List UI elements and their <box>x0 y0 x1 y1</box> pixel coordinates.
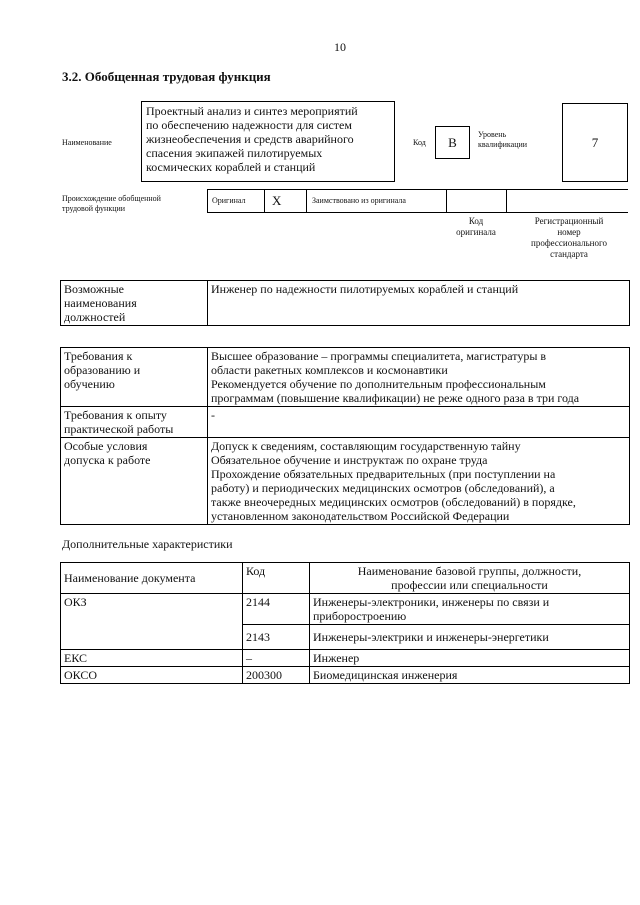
requirements-table <box>60 347 630 525</box>
code-label: Код <box>413 138 426 147</box>
requirement-value-line: Обязательное обучение и инструктаж по охране труда <box>211 453 488 467</box>
divider <box>306 190 307 212</box>
additional-characteristics-title: Дополнительные характеристики <box>62 537 233 551</box>
requirement-label-line: образованию и <box>64 363 141 377</box>
requirement-value-line: программам (повышение квалификации) не реже одного раза в три года <box>211 391 580 405</box>
origin-label <box>62 194 202 214</box>
positions-label-line: наименования <box>64 296 137 310</box>
requirement-label-line: Требования к опыту <box>64 408 167 422</box>
requirement-value-line: также внеочередных медицинских осмотров (обследований) в порядке, <box>211 495 576 509</box>
registration-number-label-line: номер <box>557 227 581 237</box>
code-value-box <box>435 126 470 159</box>
occupation-cell <box>310 625 630 650</box>
function-name-line: Проектный анализ и синтез мероприятий <box>146 104 358 118</box>
requirement-value-line: Прохождение обязательных предварительных (при поступлении на <box>211 467 556 481</box>
table-row <box>61 667 630 684</box>
requirement-value-line: установленном законодательством Российской Федерации <box>211 509 510 523</box>
requirement-label-line: практической работы <box>64 422 174 436</box>
code-value: B <box>448 134 457 150</box>
requirement-value-cell <box>208 348 630 407</box>
qualification-level-value: 7 <box>591 134 599 150</box>
requirement-value-line: области ракетных комплексов и космонавтики <box>211 363 448 377</box>
table-row <box>61 438 630 525</box>
divider <box>264 190 265 212</box>
original-code-label <box>447 216 505 238</box>
function-name-box <box>141 101 395 182</box>
requirement-label-cell <box>61 407 208 438</box>
requirement-label-line: допуска к работе <box>64 453 151 467</box>
requirement-value-line: работу) и периодических медицинских осмотров (обследований), а <box>211 481 555 495</box>
table-header-row <box>61 563 630 594</box>
positions-label-line: Возможные <box>64 282 124 296</box>
header-name-line: профессии или специальности <box>391 578 548 592</box>
code-cell: 200300 <box>243 667 310 684</box>
original-code-label-line: оригинала <box>456 227 496 237</box>
code-cell: – <box>243 650 310 667</box>
occupation-line: Биомедицинская инженерия <box>313 668 458 682</box>
requirement-label-cell <box>61 438 208 525</box>
positions-label-line: должностей <box>64 310 126 324</box>
requirement-value-line: Допуск к сведениям, составляющим государственную тайну <box>211 439 521 453</box>
occupation-cell <box>310 650 630 667</box>
requirement-label-line: Особые условия <box>64 439 148 453</box>
original-label: Оригинал <box>212 196 246 205</box>
header-name-line: Наименование базовой группы, должности, <box>357 564 582 578</box>
requirement-value-cell <box>208 438 630 525</box>
additional-characteristics-table <box>60 562 630 684</box>
document-cell: ЕКС <box>61 650 243 667</box>
divider <box>506 190 507 212</box>
registration-number-label-line: стандарта <box>550 249 588 259</box>
requirement-label-line: обучению <box>64 377 115 391</box>
requirement-value-line: - <box>211 408 215 422</box>
occupation-line: Инженеры-электрики и инженеры-энергетики <box>313 630 549 644</box>
occupation-line: приборостроению <box>313 609 407 623</box>
positions-value-cell: Инженер по надежности пилотируемых кораблей и станций <box>208 281 630 326</box>
code-cell: 2143 <box>243 625 310 650</box>
function-name-line: спасения экипажей пилотируемых <box>146 146 323 160</box>
qualification-level-label-line: Уровень <box>478 130 507 139</box>
function-name-line: по обеспечению надежности для систем <box>146 118 352 132</box>
requirement-label-line: Требования к <box>64 349 133 363</box>
section-title: 3.2. Обобщенная трудовая функция <box>62 69 271 84</box>
requirement-value-line: Рекомендуется обучение по дополнительным профессиональным <box>211 377 546 391</box>
qualification-level-label-line: квалификации <box>478 140 528 149</box>
table-row <box>61 407 630 438</box>
registration-number-label-line: профессионального <box>531 238 607 248</box>
positions-label-cell <box>61 281 208 326</box>
registration-number-label <box>508 216 630 260</box>
qualification-level-label <box>478 130 548 150</box>
origin-label-line: трудовой функции <box>62 204 126 213</box>
original-code-label-line: Код <box>468 216 484 226</box>
occupation-cell <box>310 594 630 625</box>
function-name-line: космических кораблей и станций <box>146 160 316 174</box>
registration-number-label-line: Регистрационный <box>534 216 604 226</box>
table-row <box>61 650 630 667</box>
header-document: Наименование документа <box>61 563 243 594</box>
original-mark: X <box>272 193 282 208</box>
borrowed-label: Заимствовано из оригинала <box>312 196 406 205</box>
name-label: Наименование <box>62 138 112 147</box>
table-row <box>61 281 630 326</box>
header-code: Код <box>243 563 310 594</box>
positions-table <box>60 280 630 326</box>
occupation-line: Инженеры-электроники, инженеры по связи и <box>313 595 550 609</box>
table-row <box>61 348 630 407</box>
page-number: 10 <box>334 40 346 54</box>
occupation-cell <box>310 667 630 684</box>
table-row <box>61 594 630 625</box>
origin-row <box>207 189 628 213</box>
function-name-line: жизнеобеспечения и средств аварийного <box>146 132 354 146</box>
requirement-label-cell <box>61 348 208 407</box>
code-cell: 2144 <box>243 594 310 625</box>
requirement-value-cell <box>208 407 630 438</box>
divider <box>446 190 447 212</box>
document-cell: ОКСО <box>61 667 243 684</box>
header-name <box>310 563 630 594</box>
requirement-value-line: Высшее образование – программы специалитета, магистратуры в <box>211 349 547 363</box>
document-cell: ОКЗ <box>61 594 243 650</box>
origin-label-line: Происхождение обобщенной <box>62 194 161 203</box>
qualification-level-box <box>562 103 628 182</box>
occupation-line: Инженер <box>313 651 360 665</box>
